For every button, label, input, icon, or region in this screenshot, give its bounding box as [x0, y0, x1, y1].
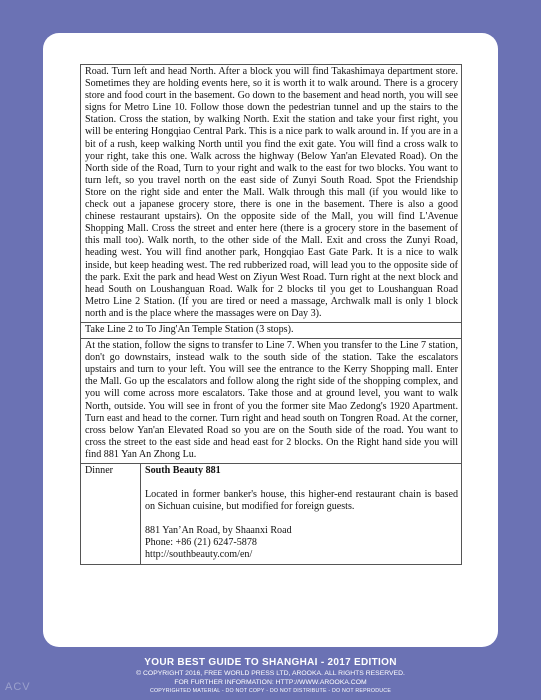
itinerary-table — [80, 64, 462, 565]
restaurant-website[interactable]: http://southbeauty.com/en/ — [145, 549, 253, 561]
directions-cell: Road. Turn left and head North. After a block you will find Takashimaya department store. Sometimes they are holding events here, so it is worth it to walk around. There is a grocery store and food court in the basement. Go down to the basement and head north, you will see signs for Metro Line 10. Follow those down the pedestrian tunnel and up the stairs to the Station. Cross the station, by walking North. Exit the station and take your first right, you will be entering Hongqiao Central Park. This is a nice park to walk around in. If you are in a bit of a rush, keep walking North until you find the exit gate. You will find a cross walk to your right, take this one. Walk across the highway (Below Yan'an Elevated Road). On the North side of the Road, Turn to your right and walk to the east for two blocks. You want to turn left, so you travel north on the east side of Zunyi South Road. Spot the Friendship Store on the right side and enter the Mall. Walk through this mall (if you would like to check out a japanese grocery store, there is one in the basement. There is also a good chinese restaurant upstairs). On the opposite side of the Mall, you will find L'Avenue Shopping Mall. Cross the street and enter here (there is a grocery store in the basement of this mall too). Walk north, to the other side of the Mall. Exit and cross the Zunyi Road, heading west. You will find another park, Hongqiao East Gate Park. It is a nice to walk inside, but keep heading west. The red rubberized road, will lead you to the opposite side of the park. Exit the park and head West on Ziyun West Road. Turn right at the next block and head South on Loushanguan Road. Walk for 2 blocks til you get to Loushanguan Road Metro Line 2 Station. (If you are tired or need a massage, Archwalk mall is only 1 block north and is the place where the massages were on Day 3). — [81, 65, 462, 323]
restaurant-address: 881 Yan’An Road, by Shaanxi Road — [145, 525, 292, 537]
table-row — [81, 65, 462, 323]
meal-label: Dinner — [81, 464, 141, 565]
footer-info[interactable]: FOR FURTHER INFORMATION: HTTP://WWW.AROOKA.COM — [174, 679, 367, 686]
restaurant-name: South Beauty 881 — [145, 465, 221, 476]
transit-cell: Take Line 2 to To Jing'An Temple Station (3 stops). — [81, 322, 462, 338]
footer-title: YOUR BEST GUIDE TO SHANGHAI - 2017 EDITION — [144, 657, 397, 668]
restaurant-cell — [141, 464, 462, 565]
directions-cell: At the station, follow the signs to transfer to Line 7. When you transfer to the Line 7 station, don't go downstairs, instead walk to the south side of the station. Take the escalators upstairs and turn to your left. You will see the entrance to the Kerry Shopping mall. Enter the Mall. Go up the escalators and follow along the right side of the shopping complex, and you will come across more escalators. Take those and at ground level, you want to walk North, outside. You will see in front of you the former site Mao Zedong's 1920 Apartment. Turn east and head to the corner. Turn right and head south on Tongren Road. At the corner, cross below Yan'an Elevated Road so you are on the South side of the road. You want to cross the street to the east side and head east for 2 blocks. On the Right hand side you will find 881 Yan An Zhong Lu. — [81, 339, 462, 464]
corner-watermark: ACV — [5, 681, 31, 693]
restaurant-description: Located in former banker's house, this higher-end restaurant chain is based on Sichuan cuisine, but modified for foreign guests. — [145, 489, 458, 513]
table-row — [81, 339, 462, 464]
restaurant-phone: Phone: +86 (21) 6247-5878 — [145, 537, 257, 549]
footer-copyright: © COPYRIGHT 2016, FREE WORLD PRESS LTD, AROOKA. ALL RIGHTS RESERVED. — [136, 670, 405, 677]
footer-notice: COPYRIGHTED MATERIAL - DO NOT COPY - DO NOT DISTRIBUTE - DO NOT REPRODUCE — [149, 688, 392, 694]
table-row-dinner — [81, 464, 462, 565]
table-row — [81, 322, 462, 338]
